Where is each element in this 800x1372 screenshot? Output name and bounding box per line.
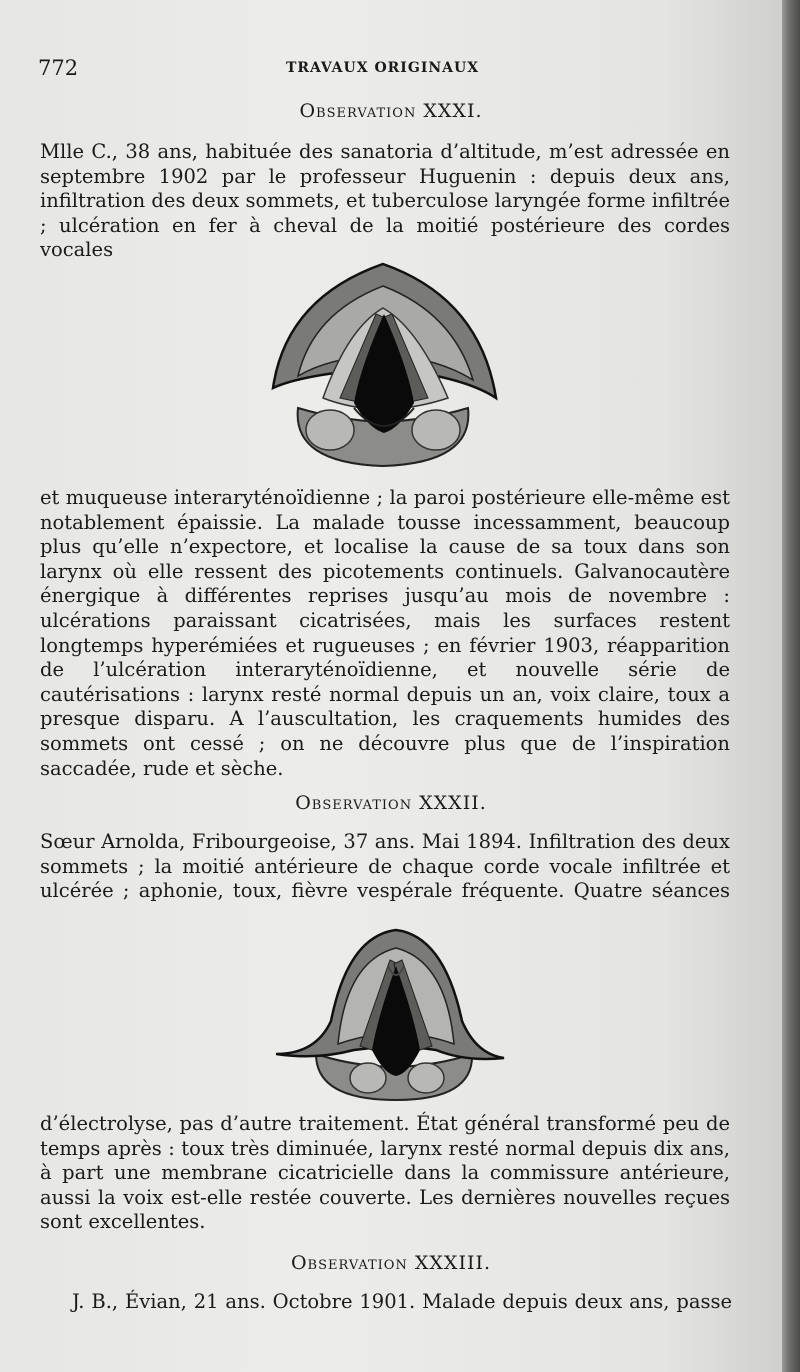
observation-heading: Observation XXXII.	[295, 792, 487, 814]
observation-paragraph: Mlle C., 38 ans, habituée des sanatoria d’altitude, m’est adressée en septembre 1902 par le professeur Huguenin : depuis deux ans, infiltration des deux sommets, et tuberculose laryngée forme infiltrée ; ulcération en fer à cheval de la moitié postérieure des cordes vocales	[40, 140, 730, 262]
observation-heading: Observation XXXI.	[299, 100, 483, 122]
observation-paragraph: J. B., Évian, 21 ans. Octobre 1901. Malade depuis deux ans, passe	[72, 1290, 732, 1313]
larynx-illustration	[276, 926, 508, 1106]
running-title: TRAVAUX ORIGINAUX	[286, 60, 480, 76]
observation-paragraph: et muqueuse interaryténoïdienne ; la paroi postérieure elle-même est notablement épaissie. La malade tousse incessamment, beaucoup plus qu’elle n’expectore, et localise la cause de sa toux dans son larynx où elle ressent des picotements continuels. Galvanocautère énergique à différentes reprises jusqu’au mois de novembre : ulcérations paraissant cicatrisées, mais les surfaces restent longtemps hyperémiées et rugueuses ; en février 1903, réapparition de l’ulcération interaryténoïdienne, et nouvelle série de cautérisations : larynx resté normal depuis un an, voix claire, toux a presque disparu. A l’auscultation, les craquements humides des sommets ont cessé ; on ne découvre plus que de l’inspiration saccadée, rude et sèche.	[40, 486, 730, 780]
larynx-illustration	[268, 258, 500, 472]
page-number: 772	[38, 56, 79, 80]
observation-heading: Observation XXXIII.	[290, 1252, 492, 1274]
observation-paragraph: d’électrolyse, pas d’autre traitement. État général transformé peu de temps après : toux très diminuée, larynx resté normal depuis dix ans, à part une membrane cicatricielle dans la commissure antérieure, aussi la voix est-elle restée couverte. Les dernières nouvelles reçues sont excellentes.	[40, 1112, 730, 1234]
observation-paragraph: Sœur Arnolda, Fribourgeoise, 37 ans. Mai 1894. Infiltration des deux sommets ; la moitié antérieure de chaque corde vocale infiltrée et ulcérée ; aphonie, toux, fièvre vespérale fréquente. Quatre séances	[40, 830, 730, 903]
page-binding-shadow	[782, 0, 800, 1372]
running-head	[38, 56, 758, 86]
